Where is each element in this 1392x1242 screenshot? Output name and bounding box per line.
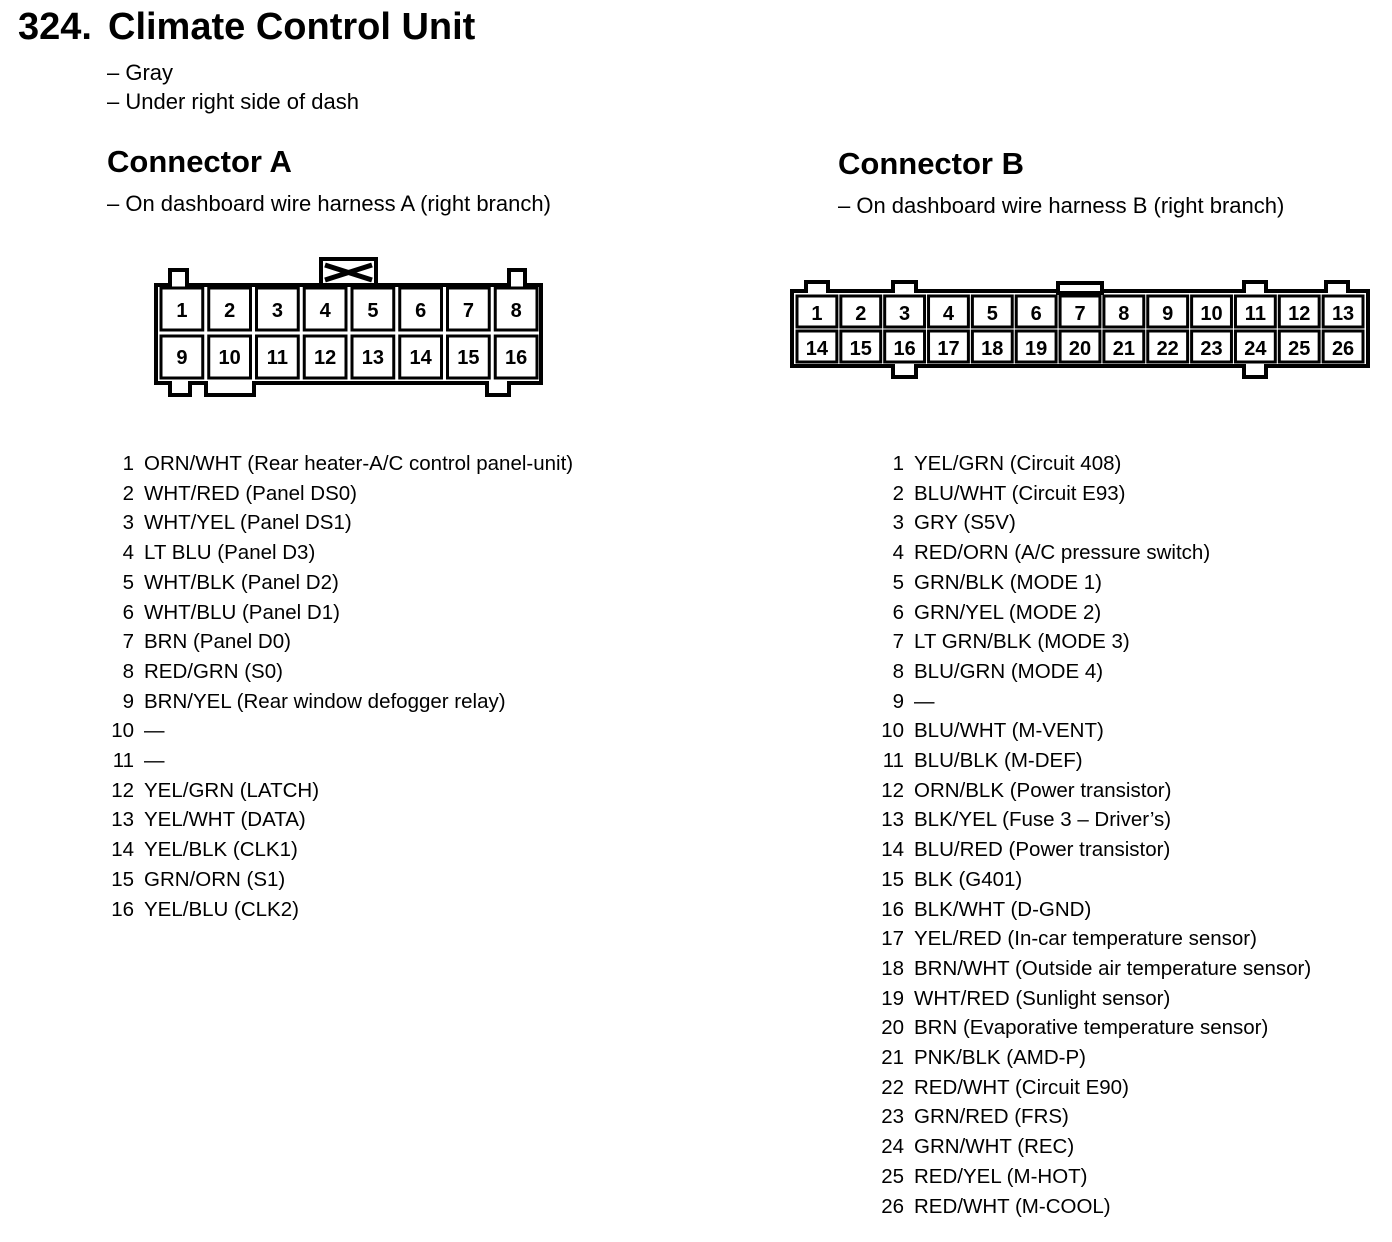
connector-b-pin-label: 7 <box>1074 303 1086 325</box>
pin-description: BLU/GRN (MODE 4) <box>914 659 1104 683</box>
pin-number: 21 <box>881 1046 904 1070</box>
pin-description: BLK (G401) <box>914 867 1023 891</box>
pin-description: BRN (Evaporative temperature sensor) <box>914 1016 1269 1040</box>
pin-number: 24 <box>881 1135 904 1159</box>
pin-description: BRN/YEL (Rear window defogger relay) <box>144 689 506 713</box>
connector-a-pin-label: 9 <box>176 347 188 369</box>
pin-description: WHT/BLK (Panel D2) <box>144 570 339 594</box>
pin-description: — <box>144 749 165 773</box>
connector-a-pin-4 <box>110 538 573 568</box>
connector-b-pin-7 <box>880 627 1311 657</box>
pin-description: RED/GRN (S0) <box>144 659 283 683</box>
pin-description: ORN/WHT (Rear heater-A/C control panel-unit) <box>144 452 574 475</box>
page-title <box>18 4 476 50</box>
pin-number: 7 <box>122 630 134 654</box>
connector-a-pin-label: 10 <box>218 347 241 369</box>
pin-number: 22 <box>881 1075 904 1099</box>
connector-b-pin-21 <box>880 1043 1311 1073</box>
connector-b-pin-1 <box>880 449 1311 479</box>
connector-a-pin-9 <box>110 687 573 717</box>
connector-a-pin-label: 14 <box>409 347 432 369</box>
pin-number: 7 <box>892 630 904 654</box>
connector-a-pin-label: 3 <box>271 300 283 322</box>
connector-b-pin-6 <box>880 598 1311 628</box>
pin-number: 25 <box>881 1164 904 1188</box>
pin-number: 8 <box>122 659 134 683</box>
pin-description: WHT/RED (Sunlight sensor) <box>914 986 1171 1010</box>
connector-b-pin-26 <box>880 1192 1311 1222</box>
pin-description: YEL/BLU (CLK2) <box>144 897 299 921</box>
connector-a-pin-10 <box>110 716 573 746</box>
pin-number: 9 <box>892 689 904 713</box>
pin-number: 5 <box>122 570 134 594</box>
connector-b-diagram <box>788 278 1378 386</box>
connector-b-pin-2 <box>880 479 1311 509</box>
pin-number: 10 <box>111 719 134 743</box>
connector-b-pin-5 <box>880 568 1311 598</box>
connector-a-pin-label: 6 <box>415 300 427 322</box>
connector-a-pin-list <box>110 449 573 924</box>
pin-description: BRN/WHT (Outside air temperature sensor) <box>914 956 1312 980</box>
pin-number: 16 <box>881 897 904 921</box>
pin-number: 10 <box>881 719 904 743</box>
connector-b-pin-16 <box>880 895 1311 925</box>
pin-description: BLU/WHT (Circuit E93) <box>914 481 1126 505</box>
connector-a-pin-label: 1 <box>176 300 188 322</box>
pin-number: 14 <box>881 838 904 862</box>
connector-b-pin-24 <box>880 1132 1311 1162</box>
connector-b-pin-15 <box>880 865 1311 895</box>
connector-b-pin-label: 1 <box>811 303 823 325</box>
pin-number: 5 <box>892 570 904 594</box>
pin-number: 19 <box>881 986 904 1010</box>
connector-b-pin-label: 15 <box>849 338 872 360</box>
pin-description: YEL/BLK (CLK1) <box>144 838 298 862</box>
connector-b-subtitle: – On dashboard wire harness B (right branch) <box>838 193 1285 218</box>
pin-description: RED/WHT (Circuit E90) <box>914 1075 1129 1099</box>
unit-location-note: – Under right side of dash <box>107 89 359 114</box>
pin-description: RED/ORN (A/C pressure switch) <box>914 541 1211 565</box>
pin-number: 13 <box>111 808 134 832</box>
connector-b-pin-label: 2 <box>855 303 867 325</box>
pin-number: 4 <box>122 541 134 565</box>
pin-description: YEL/GRN (Circuit 408) <box>914 452 1122 475</box>
connector-b-pin-label: 4 <box>942 303 955 325</box>
connector-b-pin-label: 5 <box>986 303 998 325</box>
connector-b-pin-14 <box>880 835 1311 865</box>
connector-a-pin-2 <box>110 479 573 509</box>
connector-a-pin-label: 8 <box>510 300 522 322</box>
pin-number: 20 <box>881 1016 904 1040</box>
unit-color-note: – Gray <box>107 60 174 85</box>
connector-a-pin-label: 4 <box>319 300 331 322</box>
unit-number: 324. <box>18 6 92 48</box>
connector-b-lock-tab <box>1058 283 1102 293</box>
connector-b-pin-17 <box>880 924 1311 954</box>
connector-b-pin-10 <box>880 716 1311 746</box>
connector-b-pin-label: 8 <box>1118 303 1130 325</box>
pin-number: 2 <box>892 481 904 505</box>
connector-a-pin-label: 16 <box>505 347 528 369</box>
connector-a-pin-5 <box>110 568 573 598</box>
pin-number: 3 <box>122 511 134 535</box>
connector-b-pin-label: 24 <box>1244 338 1267 360</box>
connector-a-pin-label: 2 <box>224 300 236 322</box>
pin-description: — <box>144 719 165 743</box>
pin-number: 26 <box>881 1194 904 1218</box>
pin-number: 18 <box>881 956 904 980</box>
connector-a-title: Connector A <box>107 144 292 179</box>
pin-description: LT GRN/BLK (MODE 3) <box>914 630 1130 654</box>
connector-a-pin-8 <box>110 657 573 687</box>
pin-number: 1 <box>892 452 904 475</box>
connector-b-pin-22 <box>880 1073 1311 1103</box>
pin-description: GRN/WHT (REC) <box>914 1135 1075 1159</box>
pin-description: YEL/RED (In-car temperature sensor) <box>914 927 1257 951</box>
pin-number: 6 <box>122 600 134 624</box>
connector-b-pin-label: 25 <box>1288 338 1311 360</box>
pin-description: PNK/BLK (AMD-P) <box>914 1046 1086 1070</box>
pin-description: GRN/YEL (MODE 2) <box>914 600 1102 624</box>
pin-number: 14 <box>111 838 134 862</box>
pin-description: LT BLU (Panel D3) <box>144 541 316 565</box>
connector-a-pin-14 <box>110 835 573 865</box>
pin-description: WHT/RED (Panel DS0) <box>144 481 358 505</box>
pin-description: ORN/BLK (Power transistor) <box>914 778 1172 802</box>
connector-a-subtitle: – On dashboard wire harness A (right branch) <box>107 191 551 216</box>
connector-b-pin-23 <box>880 1102 1311 1132</box>
connector-b-pin-label: 6 <box>1030 303 1042 325</box>
connector-b-pin-label: 3 <box>899 303 911 325</box>
connector-a-pin-3 <box>110 508 573 538</box>
connector-b-pin-18 <box>880 954 1311 984</box>
pin-description: WHT/YEL (Panel DS1) <box>144 511 352 535</box>
pin-number: 15 <box>111 867 134 891</box>
connector-b-pin-label: 23 <box>1200 338 1223 360</box>
connector-a-pin-1 <box>110 449 573 479</box>
connector-b-pin-4 <box>880 538 1311 568</box>
pin-description: WHT/BLU (Panel D1) <box>144 600 340 624</box>
connector-a-pin-label: 12 <box>314 347 337 369</box>
pin-number: 16 <box>111 897 134 921</box>
pin-number: 12 <box>111 778 134 802</box>
pin-description: GRY (S5V) <box>914 511 1016 535</box>
connector-b-pin-label: 14 <box>805 338 829 360</box>
pin-number: 23 <box>881 1105 904 1129</box>
connector-b-pin-25 <box>880 1162 1311 1192</box>
connector-b-pin-label: 17 <box>937 338 960 360</box>
connector-a-pin-label: 15 <box>457 347 480 369</box>
pin-number: 11 <box>882 749 904 773</box>
connector-b-pin-label: 16 <box>893 338 916 360</box>
connector-b-pin-label: 12 <box>1288 303 1311 325</box>
connector-a-pin-16 <box>110 895 573 925</box>
pin-number: 6 <box>892 600 904 624</box>
connector-a-pin-label: 5 <box>367 300 379 322</box>
connector-a-pin-label: 13 <box>361 347 384 369</box>
connector-b-pin-label: 10 <box>1200 303 1223 325</box>
connector-b-pin-label: 13 <box>1331 303 1355 325</box>
pin-number: 2 <box>122 481 134 505</box>
connector-b-pin-label: 9 <box>1162 303 1174 325</box>
pin-description: BLK/YEL (Fuse 3 – Driver’s) <box>914 808 1172 832</box>
pin-number: 4 <box>892 541 904 565</box>
connector-b-pin-label: 21 <box>1112 338 1135 360</box>
pin-description: BRN (Panel D0) <box>144 630 291 654</box>
connector-b-pin-13 <box>880 805 1311 835</box>
connector-a-pin-label: 7 <box>462 300 474 322</box>
pin-description: GRN/BLK (MODE 1) <box>914 570 1102 594</box>
connector-b-pin-label: 11 <box>1244 303 1266 325</box>
connector-b-pin-label: 20 <box>1068 338 1092 360</box>
unit-name: Climate Control Unit <box>108 6 476 48</box>
pin-description: YEL/GRN (LATCH) <box>144 778 320 802</box>
connector-b-pin-11 <box>880 746 1311 776</box>
connector-a-pin-11 <box>110 746 573 776</box>
connector-b-pin-label: 18 <box>981 338 1004 360</box>
connector-a-pin-15 <box>110 865 573 895</box>
pin-number: 1 <box>122 452 134 475</box>
connector-b-pin-label: 26 <box>1331 338 1355 360</box>
pin-number: 3 <box>892 511 904 535</box>
connector-b-pin-label: 22 <box>1156 338 1179 360</box>
pin-description: BLU/RED (Power transistor) <box>914 838 1171 862</box>
pin-number: 12 <box>881 778 904 802</box>
connector-a-pin-label: 11 <box>266 347 288 369</box>
pin-description: BLK/WHT (D-GND) <box>914 897 1092 921</box>
pin-number: 15 <box>881 867 904 891</box>
pin-description: GRN/ORN (S1) <box>144 867 286 891</box>
pin-description: GRN/RED (FRS) <box>914 1105 1069 1129</box>
connector-b-title: Connector B <box>838 146 1024 181</box>
connector-b-pin-20 <box>880 1013 1311 1043</box>
connector-b-pin-label: 19 <box>1025 338 1048 360</box>
pin-number: 9 <box>122 689 134 713</box>
connector-b-pin-3 <box>880 508 1311 538</box>
pin-number: 8 <box>892 659 904 683</box>
pin-description: BLU/BLK (M-DEF) <box>914 749 1083 773</box>
connector-b-pin-list <box>880 449 1311 1221</box>
pin-description: BLU/WHT (M-VENT) <box>914 719 1104 743</box>
connector-b-pin-12 <box>880 776 1311 806</box>
connector-a-diagram <box>150 255 550 405</box>
pin-number: 11 <box>112 749 134 773</box>
pin-number: 17 <box>881 927 904 951</box>
pin-description: RED/WHT (M-COOL) <box>914 1194 1111 1218</box>
pin-description: — <box>914 689 935 713</box>
connector-a-pin-12 <box>110 776 573 806</box>
connector-b-pin-8 <box>880 657 1311 687</box>
connector-b-pin-9 <box>880 687 1311 717</box>
pin-description: YEL/WHT (DATA) <box>144 808 306 832</box>
connector-a-pin-6 <box>110 598 573 628</box>
pin-description: RED/YEL (M-HOT) <box>914 1164 1088 1188</box>
connector-a-pin-13 <box>110 805 573 835</box>
connector-b-pin-19 <box>880 984 1311 1014</box>
connector-a-pin-7 <box>110 627 573 657</box>
pin-number: 13 <box>881 808 904 832</box>
